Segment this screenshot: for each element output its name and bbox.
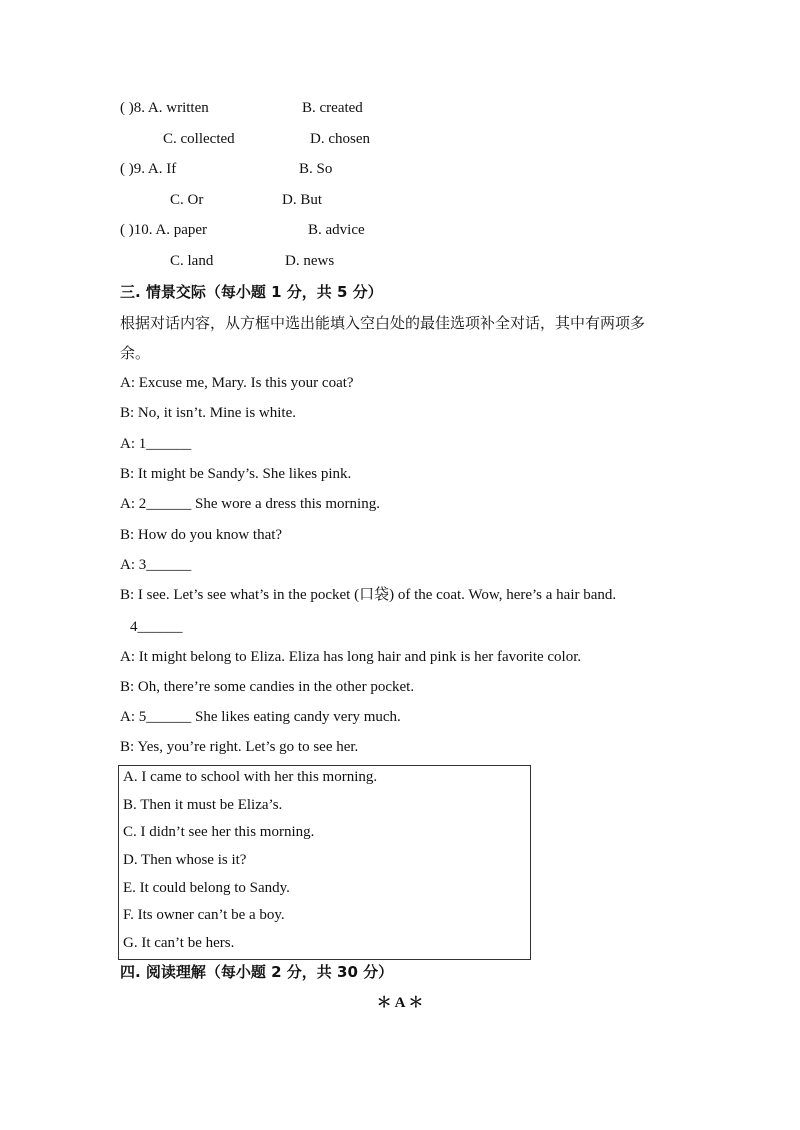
- q9-option-a: ( )9. A. If: [120, 161, 177, 177]
- dialogue-line: B: Oh, there’re some candies in the other pocket.: [120, 679, 415, 695]
- q9-option-d: D. But: [282, 192, 323, 208]
- option-b: B. Then it must be Eliza’s.: [123, 797, 283, 813]
- q10-option-c: C. land: [170, 253, 214, 269]
- dialogue-line: B: Yes, you’re right. Let’s go to see her.: [120, 739, 359, 755]
- section4-heading: 四. 阅读理解（每小题 2 分，共 30 分）: [120, 963, 394, 981]
- q9-option-c: C. Or: [170, 192, 204, 208]
- dialogue-line: A: Excuse me, Mary. Is this your coat?: [120, 375, 354, 391]
- option-a: A. I came to school with her this morning.: [123, 769, 378, 785]
- q10-option-b: B. advice: [308, 222, 365, 238]
- section3-heading: 三. 情景交际（每小题 1 分，共 5 分）: [120, 283, 383, 301]
- section3-instruction-line2: 余。: [120, 344, 151, 362]
- dialogue-blank-2: A: 2______ She wore a dress this morning.: [120, 496, 380, 512]
- dialogue-blank-1: A: 1______: [120, 436, 192, 452]
- dialogue-blank-4: 4______: [130, 619, 183, 635]
- dialogue-line: B: How do you know that?: [120, 527, 283, 543]
- q9-option-b: B. So: [299, 161, 333, 177]
- option-e: E. It could belong to Sandy.: [123, 880, 290, 896]
- dialogue-line: B: I see. Let’s see what’s in the pocket (口袋) of the coat. Wow, here’s a hair band.: [120, 587, 617, 603]
- dialogue-line: A: It might belong to Eliza. Eliza has long hair and pink is her favorite color.: [120, 649, 582, 665]
- options-box: [118, 765, 531, 960]
- q8-option-d: D. chosen: [310, 131, 370, 147]
- dialogue-blank-3: A: 3______: [120, 557, 192, 573]
- q8-option-a: ( )8. A. written: [120, 100, 209, 116]
- section3-instruction-line1: 根据对话内容，从方框中选出能填入空白处的最佳选项补全对话，其中有两项多: [120, 314, 646, 332]
- q10-option-a: ( )10. A. paper: [120, 222, 208, 238]
- option-d: D. Then whose is it?: [123, 852, 247, 868]
- dialogue-blank-5: A: 5______ She likes eating candy very much.: [120, 709, 401, 725]
- option-f: F. Its owner can’t be a boy.: [123, 907, 285, 923]
- q8-option-c: C. collected: [163, 131, 235, 147]
- option-c: C. I didn’t see her this morning.: [123, 824, 315, 840]
- passage-a-marker: ＊ A ＊: [376, 995, 424, 1011]
- q8-option-b: B. created: [302, 100, 363, 116]
- dialogue-line: B: It might be Sandy’s. She likes pink.: [120, 466, 352, 482]
- option-g: G. It can’t be hers.: [123, 935, 235, 951]
- q10-option-d: D. news: [285, 253, 335, 269]
- dialogue-line: B: No, it isn’t. Mine is white.: [120, 405, 296, 421]
